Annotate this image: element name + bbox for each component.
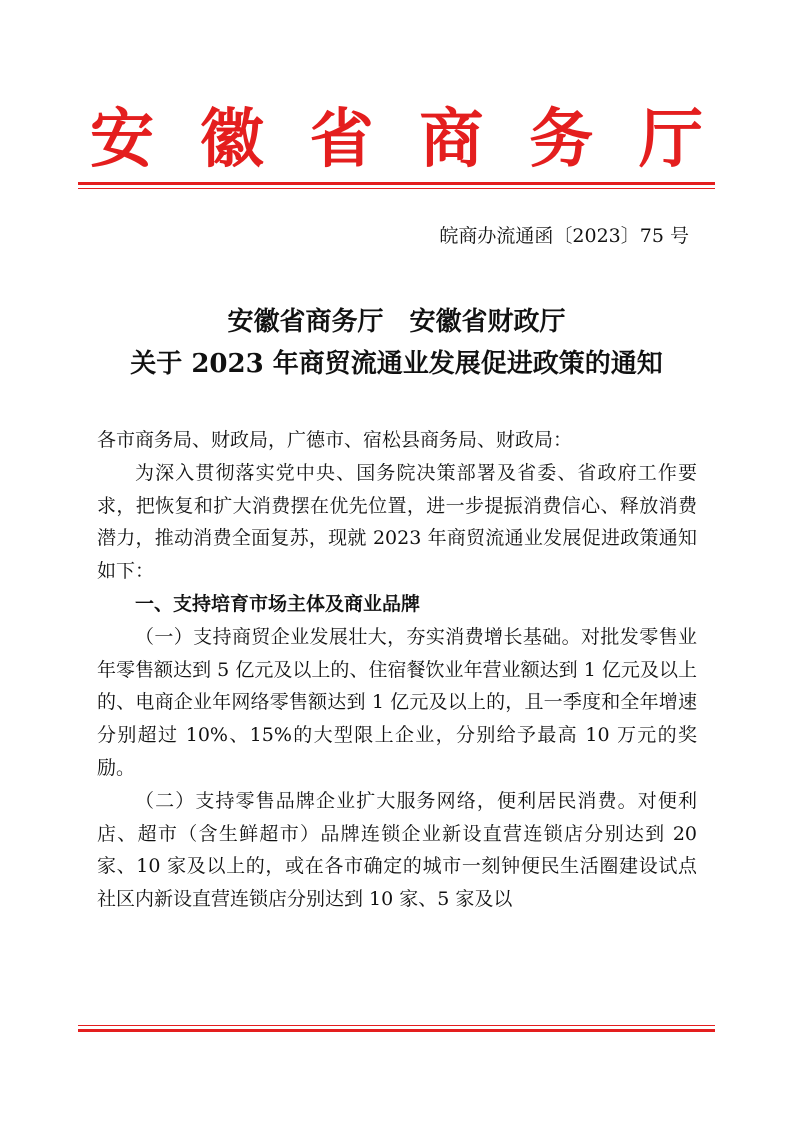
footer-rule-thick: [78, 1029, 715, 1032]
header-char: 厅: [638, 102, 703, 177]
policy-item-2: （二）支持零售品牌企业扩大服务网络，便利居民消费。对便利店、超市（含生鲜超市）品牌连锁企业新设直营连锁店分别达到 20 家、10 家及以上的，或在各市确定的城市一刻钟便民生活圈建设试点社区内新设直营连锁店分别达到 10 家、5 家及以: [97, 789, 697, 911]
issuing-authority-header: [90, 104, 703, 176]
header-rule-thick: [78, 182, 715, 185]
header-rule-thin: [78, 188, 715, 189]
footer-rule-thin: [78, 1025, 715, 1026]
header-char: 省: [309, 102, 374, 177]
policy-item-1: （一）支持商贸企业发展壮大，夯实消费增长基础。对批发零售业年零售额达到 5 亿元及以上的、住宿餐饮业年营业额达到 1 亿元及以上的、电商企业年网络零售额达到 1 亿元及以上的，且一季度和全年增速分别超过 10%、15%的大型限上企业，分别给予最高 10 万元的奖励。: [97, 625, 697, 779]
header-char: 徽: [199, 102, 264, 177]
salutation: 各市商务局、财政局，广德市、宿松县商务局、财政局：: [97, 429, 573, 451]
document-title-line1: 安徽省商务厅 安徽省财政厅: [227, 307, 566, 337]
document-body: [97, 424, 697, 916]
header-char: 务: [529, 102, 594, 177]
document-title-line2: 关于 2023 年商贸流通业发展促进政策的通知: [130, 349, 663, 379]
header-char: 安: [90, 102, 154, 177]
header-char: 商: [419, 102, 484, 177]
section-heading: 一、支持培育市场主体及商业品牌: [135, 592, 421, 615]
document-number: 皖商办流通函〔2023〕75 号: [439, 225, 689, 247]
intro-paragraph: 为深入贯彻落实党中央、国务院决策部署及省委、省政府工作要求，把恢复和扩大消费摆在优先位置，进一步提振消费信心、释放消费潜力，推动消费全面复苏，现就 2023 年商贸流通业发展促进政策通知如下：: [97, 461, 697, 583]
